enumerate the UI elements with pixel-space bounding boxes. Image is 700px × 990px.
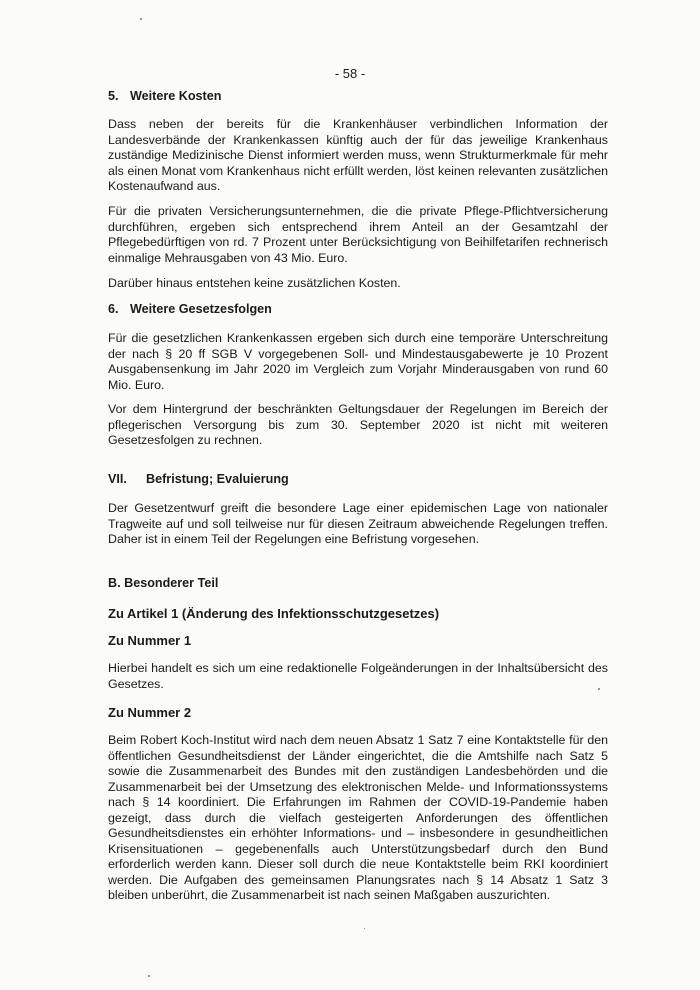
scan-speck [364,928,365,929]
nummer-2-heading: Zu Nummer 2 [108,705,192,720]
section-5-title: Weitere Kosten [130,89,222,103]
article-1-heading: Zu Artikel 1 (Änderung des Infektionsschutzgesetzes) [108,606,440,621]
scan-speck [598,688,600,690]
section-7-title: Befristung; Evaluierung [146,472,289,486]
section-6-paragraph-2: Vor dem Hintergrund der beschränkten Geltungsdauer der Regelungen im Bereich der pflegerischen Versorgung bis zum 30. September 2020 ist nicht mit weiteren Gesetzesfolgen zu rechnen. [108,402,608,447]
nummer-1-heading: Zu Nummer 1 [108,633,192,648]
section-6-number: 6. [108,302,119,316]
section-5-heading [108,88,608,104]
section-6-heading [108,301,608,317]
part-b-title: B. Besonderer Teil [108,576,219,590]
section-5-paragraph-1: Dass neben der bereits für die Krankenhäuser verbindlichen Information der Landesverbände der Krankenkassen künftig auch der für das jeweilige Krankenhaus zuständige Medizinische Dienst informiert werden muss, wenn Strukturmerkmale für mehr als einen Monat vom Krankenhaus nicht erfüllt werden, löst keinen relevanten zusätzlichen Kostenaufwand aus. [108,117,608,193]
section-5-paragraph-2: Für die privaten Versicherungsunternehmen, die die private Pflege-Pflichtversicherung durchführen, ergeben sich entsprechend ihrem Anteil an der Gesamtzahl der Pflegebedürftigen von rd. 7 Prozent unter Berücksichtigung von Beihilfetarifen rechnerisch einmalige Mehrausgaben von 43 Mio. Euro. [108,204,608,265]
section-7-paragraph-1: Der Gesetzentwurf greift die besondere Lage einer epidemischen Lage von nationaler Tragweite auf und soll teilweise nur für diesen Zeitraum abweichende Regelungen treffen. Daher ist in einem Teil der Regelungen eine Befristung vorgesehen. [108,501,608,546]
scan-speck [140,18,142,20]
section-6-title: Weitere Gesetzesfolgen [130,302,272,316]
section-7-number: VII. [108,472,127,486]
section-5-number: 5. [108,89,119,103]
page-number: - 58 - [334,66,366,81]
scan-speck [148,975,150,977]
section-7-heading [108,471,608,487]
nummer-2-text: Beim Robert Koch-Institut wird nach dem neuen Absatz 1 Satz 7 eine Kontaktstelle für den öffentlichen Gesundheitsdienst der Länder eingerichtet, die die Amtshilfe nach Satz 5 sowie die Zusammenarbeit des Bundes mit den zuständigen Landesbehörden und die Zusammenarbeit bei der Umsetzung des elektronischen Melde- und Informationssystems nach § 14 koordiniert. Die Erfahrungen im Rahmen der COVID-19-Pandemie haben gezeigt, dass durch die vielfach gesteigerten Anforderungen des öffentlichen Gesundheitsdienstes ein erhöhter Informations- und – insbesondere in gesundheitlichen Krisensituationen – gegebenenfalls auch Unterstützungsbedarf durch den Bund erforderlich werden kann. Dieser soll durch die neue Kontaktstelle beim RKI koordiniert werden. Die Aufgaben des gemeinsamen Planungsrates nach § 14 Absatz 1 Satz 3 bleiben unberührt, die Zusammenarbeit ist nach seinen Maßgaben auszurichten. [108,733,608,902]
nummer-1-text: Hierbei handelt es sich um eine redaktionelle Folgeänderungen in der Inhaltsübersicht des Gesetzes. [108,661,608,691]
section-5-paragraph-3: Darüber hinaus entstehen keine zusätzlichen Kosten. [108,276,401,290]
section-6-paragraph-1: Für die gesetzlichen Krankenkassen ergeben sich durch eine temporäre Unterschreitung der nach § 20 ff SGB V vorgegebenen Soll- und Mindestausgabewerte je 10 Prozent Ausgabensenkung im Jahr 2020 im Vergleich zum Vorjahr Minderausgaben von rund 60 Mio. Euro. [108,331,608,392]
